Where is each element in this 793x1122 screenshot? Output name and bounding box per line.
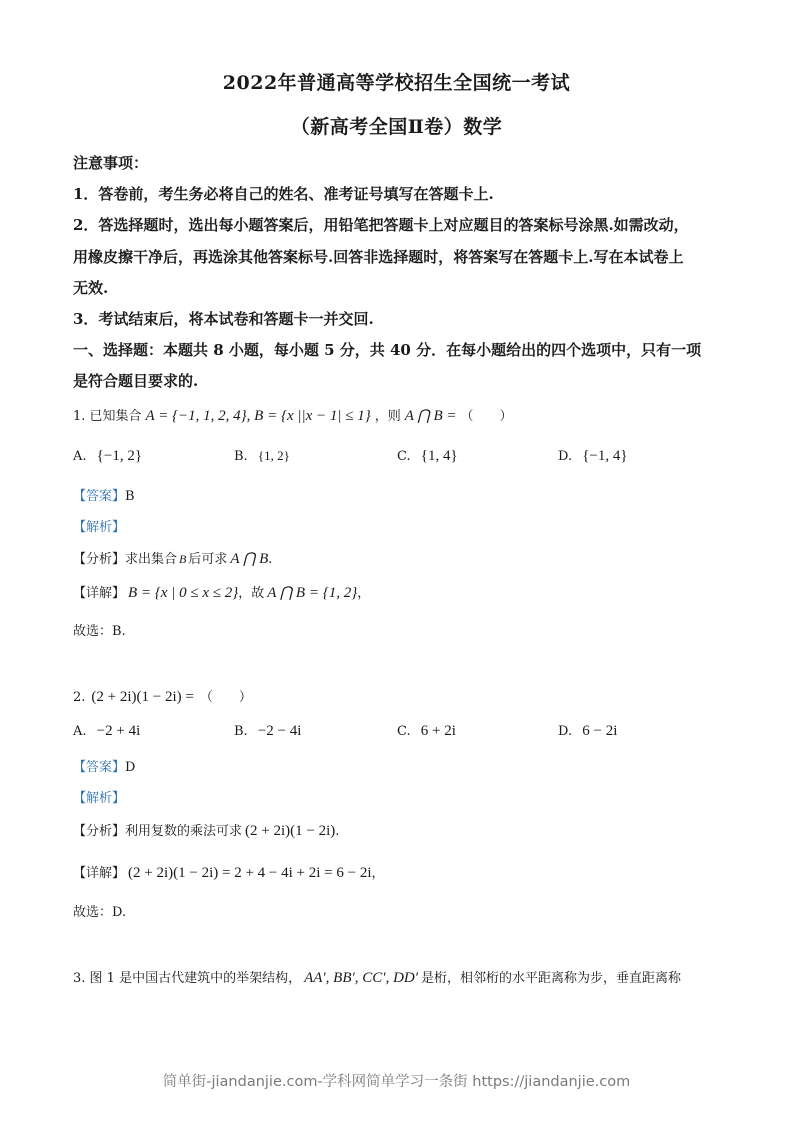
q3-stem-suffix: 是桁，相邻桁的水平距离称为步，垂直距离称 [421,971,682,986]
q1-answer [73,485,135,504]
q1-stem-prefix: 1. 已知集合 [73,409,142,424]
q1-option-b-label: B. [234,449,248,464]
question-2-stem [73,686,252,706]
q2-stem-prefix: 2. [73,690,86,705]
q1-fenxi-formula-1: B [179,552,187,566]
q1-option-b-value: {1, 2} [257,448,290,463]
notice-item-1: 1．答卷前，考生务必将自己的姓名、准考证号填写在答题卡上. [73,185,494,203]
q1-fenxi-text: 求出集合 [125,552,178,567]
q1-detail-tag: 【详解】 [73,586,126,601]
notice-item-2-line-1: 2．答选择题时，选出每小题答案后，用铅笔把答题卡上对应题目的答案标号涂黑.如需改动， [73,216,689,234]
q2-fenxi [73,820,339,840]
q2-option-d [558,723,617,740]
q1-stem-formula-1: A = {−1, 1, 2, 4}, B = {x ||x − 1| ≤ 1} [145,408,371,424]
q2-answer-tag: 【答案】 [73,760,126,775]
q1-option-d-value: {−1, 4} [582,448,628,464]
q1-option-b [234,448,290,464]
q2-detail-end: ， [371,866,385,881]
q2-choose: 故选：D. [73,905,127,920]
q2-answer-value: D [125,760,136,775]
q1-detail-formula-2: A ⋂ B = {1, 2} [267,585,358,601]
q2-option-c-value: 6 + 2i [420,723,456,739]
q1-fenxi-tag: 【分析】 [73,552,126,567]
q1-option-c [397,448,458,465]
q2-detail-formula: (2 + 2i)(1 − 2i) = 2 + 4 − 4i + 2i = 6 − 2i [128,865,372,881]
page-title: 2022年普通高等学校招生全国统一考试 [222,72,571,94]
notice-item-3: 3．考试结束后，将本试卷和答题卡一并交回. [73,310,374,328]
q2-option-b [234,723,301,740]
notice-heading: 注意事项： [73,154,149,172]
q1-option-d-label: D. [558,449,573,464]
section-heading-line-1: 一、选择题：本题共 8 小题，每小题 5 分，共 40 分．在每小题给出的四个选项中，只有一项 [73,341,702,359]
q1-detail-formula-1: B = {x | 0 ≤ x ≤ 2} [128,585,239,601]
q1-fenxi-text-2: 后可求 [188,552,228,567]
q1-stem-mid: ，则 [374,409,401,424]
q3-stem-prefix: 3. 图 1 是中国古代建筑中的举架结构， [73,971,302,986]
page-footer: 简单街-jiandanjie.com-学科网简单学习一条街 https://jiandanjie.com [162,1074,631,1090]
q2-option-a-value: −2 + 4i [96,723,141,739]
q2-option-d-label: D. [558,724,573,739]
q1-detail [73,582,370,602]
q2-option-a-label: A. [73,724,87,739]
q1-fenxi [73,548,272,568]
q2-option-a [73,723,140,740]
q1-detail-end: ， [357,586,371,601]
q2-detail-tag: 【详解】 [73,866,126,881]
page-subtitle: （新高考全国Ⅱ卷）数学 [290,116,503,138]
notice-item-2-line-3: 无效. [73,279,109,297]
q1-option-d [558,448,628,465]
q2-analysis-tag: 【解析】 [73,791,126,806]
q2-fenxi-text: 利用复数的乘法可求 [125,824,243,839]
q2-detail [73,862,385,882]
q2-option-c-label: C. [397,724,411,739]
q1-stem-blank: （ ） [460,409,513,424]
q3-stem-formula: AA′, BB′, CC′, DD′ [304,970,419,986]
q2-option-b-value: −2 − 4i [257,723,302,739]
q1-option-a-label: A. [73,449,87,464]
notice-item-2-line-2: 用橡皮擦干净后，再选涂其他答案标号.回答非选择题时，将答案写在答题卡上.写在本试卷上 [73,248,684,266]
q1-fenxi-end: . [268,552,273,567]
q1-option-c-value: {1, 4} [420,448,458,464]
section-heading-line-2: 是符合题目要求的. [73,372,199,390]
q2-fenxi-formula: (2 + 2i)(1 − 2i) [245,823,336,839]
q1-option-a [73,448,142,465]
q2-fenxi-tag: 【分析】 [73,824,126,839]
q1-option-a-value: {−1, 2} [96,448,143,464]
question-3-stem [73,967,681,987]
q2-option-b-label: B. [234,724,248,739]
q1-choose: 故选：B. [73,624,126,639]
q1-answer-tag: 【答案】 [73,489,126,504]
q1-stem-formula-2: A ⋂ B = [404,408,457,424]
q1-answer-value: B [125,489,135,504]
q1-detail-text: ，故 [238,586,265,601]
q2-option-d-value: 6 − 2i [582,723,618,739]
q2-answer [73,756,135,775]
q2-fenxi-end: . [335,824,340,839]
q2-stem-formula: (2 + 2i)(1 − 2i) = [91,689,194,705]
q1-analysis-tag: 【解析】 [73,520,126,535]
q1-fenxi-formula-2: A ⋂ B [230,551,269,567]
q2-option-c [397,723,456,740]
q1-option-c-label: C. [397,449,411,464]
question-1-stem [73,405,513,425]
q2-stem-blank: （ ） [199,690,252,705]
